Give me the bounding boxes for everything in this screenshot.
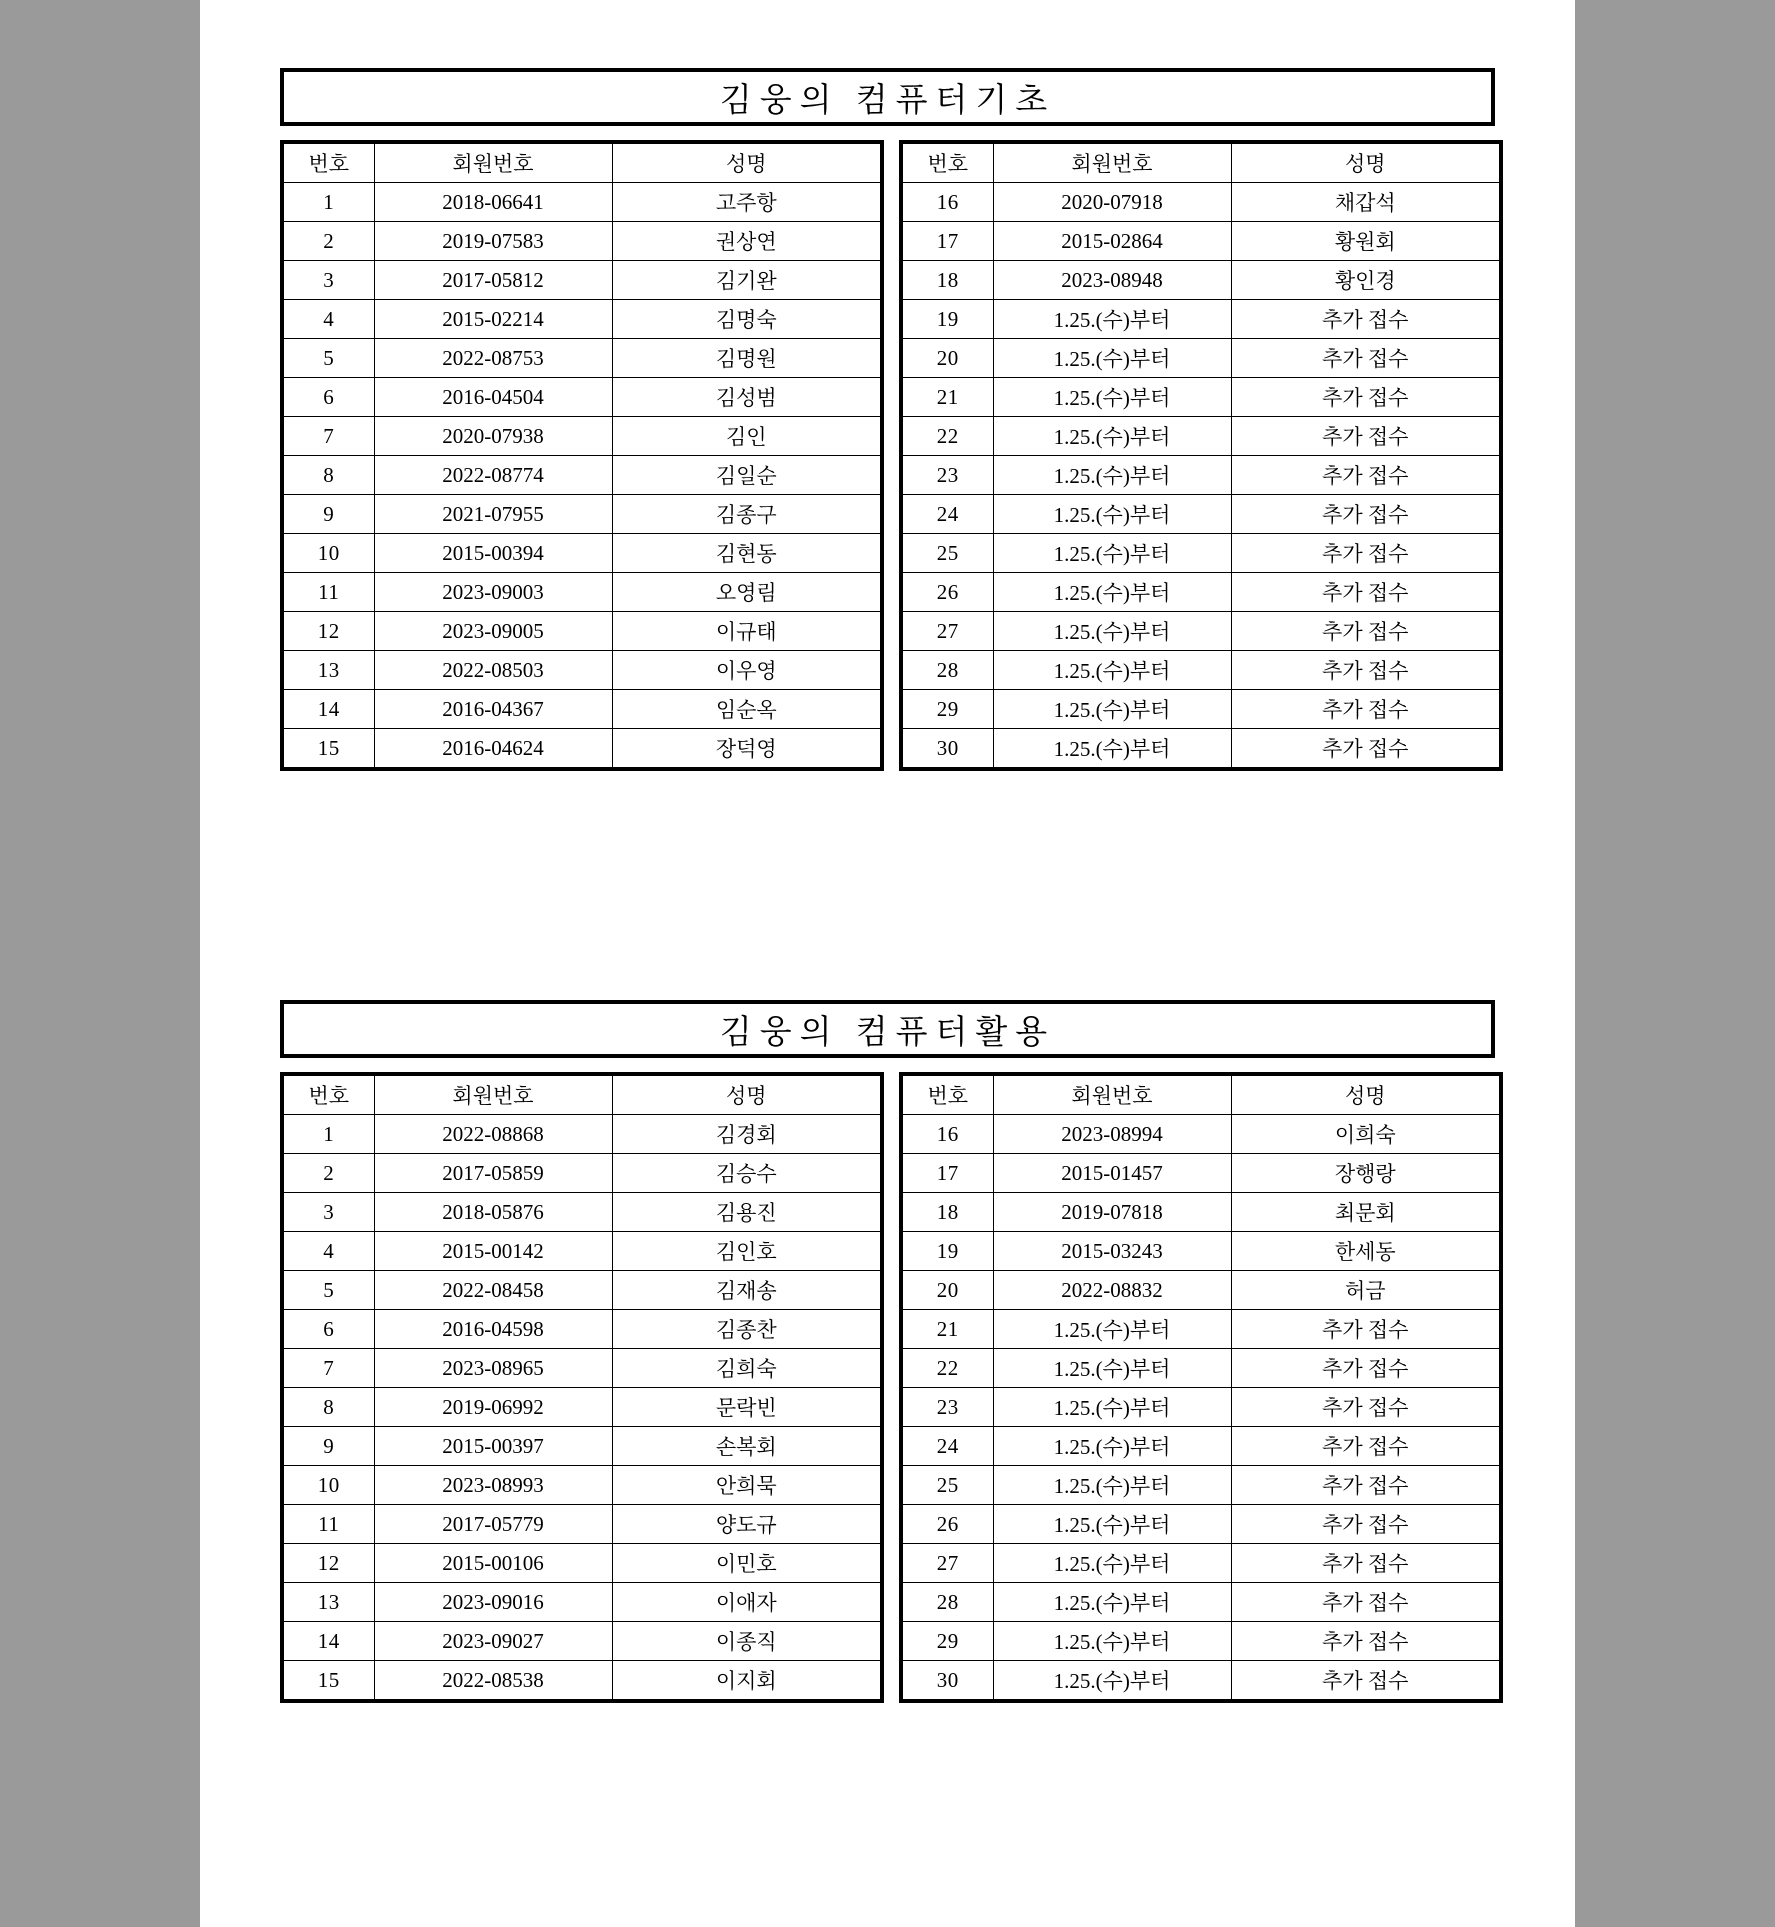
cell-number: 17 [901,222,993,261]
cell-member-id: 2016-04504 [374,378,612,417]
cell-number: 1 [282,1115,374,1154]
cell-number: 3 [282,261,374,300]
cell-name: 추가 접수 [1231,1505,1501,1544]
cell-name: 이우영 [612,651,882,690]
column-header-name: 성명 [612,142,882,183]
cell-number: 22 [901,1349,993,1388]
cell-name: 장행랑 [1231,1154,1501,1193]
cell-name: 이지회 [612,1661,882,1702]
cell-name: 이종직 [612,1622,882,1661]
table-row [282,1232,882,1271]
cell-number: 28 [901,1583,993,1622]
table-row [901,1583,1501,1622]
cell-number: 26 [901,573,993,612]
roster-section-computer-basic [280,68,1495,771]
roster-table-right [899,1072,1503,1703]
cell-name: 추가 접수 [1231,1427,1501,1466]
table-row [282,339,882,378]
cell-name: 김승수 [612,1154,882,1193]
cell-name: 이희숙 [1231,1115,1501,1154]
cell-member-id: 2023-09005 [374,612,612,651]
cell-number: 12 [282,612,374,651]
cell-name: 추가 접수 [1231,573,1501,612]
cell-number: 16 [901,1115,993,1154]
cell-member-id: 1.25.(수)부터 [993,378,1231,417]
cell-member-id: 2016-04367 [374,690,612,729]
cell-member-id: 1.25.(수)부터 [993,1427,1231,1466]
cell-name: 황인경 [1231,261,1501,300]
cell-name: 추가 접수 [1231,417,1501,456]
cell-number: 5 [282,339,374,378]
cell-member-id: 2023-09027 [374,1622,612,1661]
cell-number: 8 [282,1388,374,1427]
cell-name: 추가 접수 [1231,1544,1501,1583]
cell-member-id: 1.25.(수)부터 [993,339,1231,378]
cell-number: 29 [901,690,993,729]
cell-member-id: 2016-04624 [374,729,612,770]
cell-name: 권상연 [612,222,882,261]
cell-member-id: 1.25.(수)부터 [993,1583,1231,1622]
cell-number: 13 [282,1583,374,1622]
cell-member-id: 2023-09016 [374,1583,612,1622]
cell-name: 추가 접수 [1231,456,1501,495]
section-title-box [280,68,1495,126]
cell-number: 28 [901,651,993,690]
column-header-name: 성명 [612,1074,882,1115]
cell-name: 김희숙 [612,1349,882,1388]
table-row [282,1115,882,1154]
cell-member-id: 2022-08832 [993,1271,1231,1310]
table-row [901,1388,1501,1427]
cell-name: 손복회 [612,1427,882,1466]
table-row [282,1349,882,1388]
table-row [901,222,1501,261]
cell-number: 25 [901,1466,993,1505]
table-row [901,1427,1501,1466]
cell-number: 29 [901,1622,993,1661]
table-body [901,183,1501,770]
cell-name: 황원회 [1231,222,1501,261]
cell-member-id: 2023-09003 [374,573,612,612]
cell-number: 16 [901,183,993,222]
table-row [901,495,1501,534]
table-row [901,1310,1501,1349]
table-row [901,378,1501,417]
table-row [282,1661,882,1702]
cell-name: 채갑석 [1231,183,1501,222]
cell-number: 8 [282,456,374,495]
cell-member-id: 2016-04598 [374,1310,612,1349]
table-row [901,1232,1501,1271]
cell-name: 추가 접수 [1231,300,1501,339]
table-row [901,690,1501,729]
cell-member-id: 1.25.(수)부터 [993,300,1231,339]
page-title: 김웅의 컴퓨터활용 [719,1014,1056,1051]
table-row [282,1154,882,1193]
cell-name: 추가 접수 [1231,612,1501,651]
table-header-row [282,142,882,183]
cell-member-id: 1.25.(수)부터 [993,1349,1231,1388]
cell-number: 11 [282,573,374,612]
document-page [200,0,1575,1927]
cell-member-id: 2022-08458 [374,1271,612,1310]
cell-name: 장덕영 [612,729,882,770]
cell-name: 허금 [1231,1271,1501,1310]
table-row [901,1622,1501,1661]
cell-number: 18 [901,261,993,300]
cell-name: 김인 [612,417,882,456]
cell-member-id: 1.25.(수)부터 [993,1466,1231,1505]
cell-member-id: 2017-05812 [374,261,612,300]
cell-name: 김현동 [612,534,882,573]
cell-member-id: 2022-08868 [374,1115,612,1154]
cell-number: 17 [901,1154,993,1193]
roster-table-left [280,1072,884,1703]
cell-number: 9 [282,495,374,534]
cell-member-id: 1.25.(수)부터 [993,1388,1231,1427]
table-row [901,261,1501,300]
column-header-name: 성명 [1231,142,1501,183]
cell-number: 27 [901,1544,993,1583]
cell-number: 18 [901,1193,993,1232]
cell-member-id: 1.25.(수)부터 [993,417,1231,456]
cell-member-id: 2019-07583 [374,222,612,261]
table-row [901,1115,1501,1154]
table-row [282,417,882,456]
table-body [282,1115,882,1702]
table-row [282,183,882,222]
roster-table-right [899,140,1503,771]
cell-number: 27 [901,612,993,651]
cell-name: 추가 접수 [1231,339,1501,378]
table-row [901,1349,1501,1388]
table-row [282,1544,882,1583]
table-row [901,1193,1501,1232]
cell-name: 양도규 [612,1505,882,1544]
cell-member-id: 1.25.(수)부터 [993,456,1231,495]
cell-number: 15 [282,1661,374,1702]
cell-name: 고주항 [612,183,882,222]
column-header-member-id: 회원번호 [993,1074,1231,1115]
cell-member-id: 2022-08538 [374,1661,612,1702]
cell-member-id: 2017-05779 [374,1505,612,1544]
cell-name: 추가 접수 [1231,378,1501,417]
column-header-number: 번호 [282,142,374,183]
table-row [282,534,882,573]
cell-name: 김인호 [612,1232,882,1271]
cell-name: 추가 접수 [1231,1583,1501,1622]
table-row [282,495,882,534]
cell-member-id: 2018-06641 [374,183,612,222]
cell-number: 21 [901,378,993,417]
cell-member-id: 2015-00397 [374,1427,612,1466]
cell-name: 김명원 [612,339,882,378]
cell-number: 20 [901,339,993,378]
table-row [282,300,882,339]
cell-number: 14 [282,1622,374,1661]
table-row [282,1193,882,1232]
column-header-member-id: 회원번호 [993,142,1231,183]
cell-number: 26 [901,1505,993,1544]
cell-name: 김용진 [612,1193,882,1232]
table-row [901,1466,1501,1505]
cell-name: 추가 접수 [1231,1622,1501,1661]
table-row [282,1466,882,1505]
cell-name: 김종구 [612,495,882,534]
column-header-name: 성명 [1231,1074,1501,1115]
cell-name: 김성범 [612,378,882,417]
table-row [901,651,1501,690]
table-body [901,1115,1501,1702]
table-row [282,261,882,300]
table-row [901,1271,1501,1310]
table-row [282,1271,882,1310]
cell-number: 7 [282,417,374,456]
table-header-row [901,142,1501,183]
cell-name: 최문회 [1231,1193,1501,1232]
table-row [282,1583,882,1622]
cell-member-id: 1.25.(수)부터 [993,534,1231,573]
table-row [901,183,1501,222]
table-row [282,690,882,729]
cell-number: 22 [901,417,993,456]
cell-number: 21 [901,1310,993,1349]
cell-number: 10 [282,534,374,573]
table-row [901,612,1501,651]
cell-number: 5 [282,1271,374,1310]
cell-member-id: 1.25.(수)부터 [993,612,1231,651]
table-row [282,1505,882,1544]
cell-member-id: 2015-00394 [374,534,612,573]
cell-member-id: 2015-00142 [374,1232,612,1271]
cell-number: 13 [282,651,374,690]
cell-name: 추가 접수 [1231,651,1501,690]
cell-member-id: 2015-00106 [374,1544,612,1583]
cell-member-id: 2022-08503 [374,651,612,690]
section-title-box [280,1000,1495,1058]
table-row [282,1622,882,1661]
cell-member-id: 1.25.(수)부터 [993,729,1231,770]
table-row [282,1388,882,1427]
table-row [282,573,882,612]
cell-number: 11 [282,1505,374,1544]
roster-table-left [280,140,884,771]
page-title: 김웅의 컴퓨터기초 [719,82,1056,119]
column-header-number: 번호 [901,1074,993,1115]
cell-member-id: 2017-05859 [374,1154,612,1193]
cell-name: 김명숙 [612,300,882,339]
cell-member-id: 2020-07938 [374,417,612,456]
cell-number: 2 [282,1154,374,1193]
cell-member-id: 2023-08994 [993,1115,1231,1154]
cell-name: 김경회 [612,1115,882,1154]
cell-member-id: 1.25.(수)부터 [993,1544,1231,1583]
cell-member-id: 2020-07918 [993,183,1231,222]
column-header-number: 번호 [282,1074,374,1115]
cell-member-id: 2019-06992 [374,1388,612,1427]
table-row [901,1661,1501,1702]
table-row [282,729,882,770]
cell-member-id: 2019-07818 [993,1193,1231,1232]
column-header-member-id: 회원번호 [374,142,612,183]
cell-name: 김재송 [612,1271,882,1310]
table-header-row [282,1074,882,1115]
cell-member-id: 1.25.(수)부터 [993,651,1231,690]
cell-member-id: 2023-08948 [993,261,1231,300]
table-row [901,1154,1501,1193]
tables-row [280,140,1495,771]
table-row [901,729,1501,770]
table-row [901,339,1501,378]
cell-name: 추가 접수 [1231,1466,1501,1505]
cell-number: 4 [282,1232,374,1271]
table-row [282,456,882,495]
cell-name: 추가 접수 [1231,495,1501,534]
cell-member-id: 2021-07955 [374,495,612,534]
cell-name: 김기완 [612,261,882,300]
cell-number: 25 [901,534,993,573]
cell-name: 임순옥 [612,690,882,729]
cell-name: 문락빈 [612,1388,882,1427]
cell-number: 4 [282,300,374,339]
cell-name: 한세동 [1231,1232,1501,1271]
cell-number: 10 [282,1466,374,1505]
cell-member-id: 1.25.(수)부터 [993,1661,1231,1702]
cell-member-id: 1.25.(수)부터 [993,1310,1231,1349]
cell-name: 추가 접수 [1231,690,1501,729]
table-row [901,456,1501,495]
cell-member-id: 2018-05876 [374,1193,612,1232]
cell-name: 추가 접수 [1231,729,1501,770]
cell-name: 이민호 [612,1544,882,1583]
cell-number: 23 [901,456,993,495]
cell-number: 24 [901,1427,993,1466]
table-row [901,300,1501,339]
cell-name: 추가 접수 [1231,1661,1501,1702]
cell-member-id: 2022-08753 [374,339,612,378]
cell-member-id: 2022-08774 [374,456,612,495]
cell-number: 9 [282,1427,374,1466]
cell-member-id: 2015-02214 [374,300,612,339]
cell-number: 30 [901,1661,993,1702]
cell-member-id: 2015-03243 [993,1232,1231,1271]
column-header-member-id: 회원번호 [374,1074,612,1115]
cell-member-id: 1.25.(수)부터 [993,573,1231,612]
cell-number: 14 [282,690,374,729]
cell-name: 안희묵 [612,1466,882,1505]
cell-number: 2 [282,222,374,261]
table-row [282,612,882,651]
cell-name: 오영림 [612,573,882,612]
table-row [901,1544,1501,1583]
cell-number: 3 [282,1193,374,1232]
cell-number: 6 [282,378,374,417]
cell-name: 이규태 [612,612,882,651]
cell-member-id: 1.25.(수)부터 [993,690,1231,729]
table-row [901,534,1501,573]
cell-member-id: 1.25.(수)부터 [993,1505,1231,1544]
cell-name: 이애자 [612,1583,882,1622]
cell-member-id: 1.25.(수)부터 [993,1622,1231,1661]
table-row [282,1427,882,1466]
cell-number: 15 [282,729,374,770]
cell-name: 추가 접수 [1231,534,1501,573]
table-row [901,1505,1501,1544]
cell-name: 추가 접수 [1231,1310,1501,1349]
tables-row [280,1072,1495,1703]
cell-number: 6 [282,1310,374,1349]
cell-member-id: 2015-01457 [993,1154,1231,1193]
cell-name: 추가 접수 [1231,1388,1501,1427]
cell-name: 김종찬 [612,1310,882,1349]
cell-number: 7 [282,1349,374,1388]
table-row [901,417,1501,456]
cell-name: 추가 접수 [1231,1349,1501,1388]
cell-member-id: 2023-08965 [374,1349,612,1388]
cell-number: 1 [282,183,374,222]
cell-number: 24 [901,495,993,534]
table-header-row [901,1074,1501,1115]
cell-number: 20 [901,1271,993,1310]
table-row [282,222,882,261]
cell-member-id: 1.25.(수)부터 [993,495,1231,534]
cell-number: 30 [901,729,993,770]
cell-number: 19 [901,300,993,339]
column-header-number: 번호 [901,142,993,183]
cell-member-id: 2023-08993 [374,1466,612,1505]
cell-member-id: 2015-02864 [993,222,1231,261]
table-row [282,1310,882,1349]
roster-section-computer-application [280,1000,1495,1703]
table-row [901,573,1501,612]
cell-number: 19 [901,1232,993,1271]
cell-number: 12 [282,1544,374,1583]
cell-number: 23 [901,1388,993,1427]
cell-name: 김일순 [612,456,882,495]
table-body [282,183,882,770]
table-row [282,651,882,690]
table-row [282,378,882,417]
